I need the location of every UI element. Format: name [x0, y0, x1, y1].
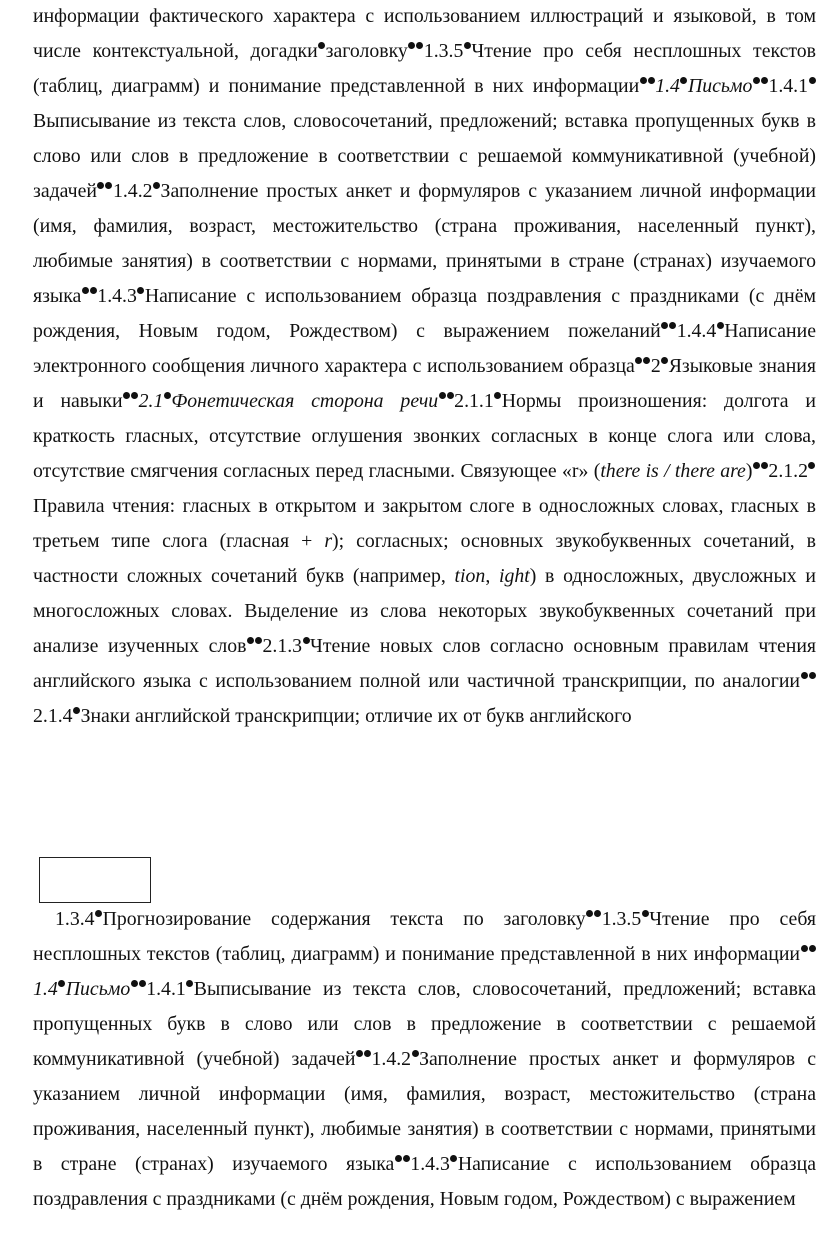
text-segment: 2.1.3 [262, 635, 303, 657]
text-segment: Прогнозирование содержания текста по заголовку [102, 908, 586, 930]
italic-text-segment: Фонетическая сторона речи [171, 390, 439, 412]
bullet-dot-icon [801, 672, 808, 679]
text-segment: , [485, 565, 499, 587]
text-segment: 1.4.2 [112, 180, 153, 202]
bullet-dot-icon [97, 182, 104, 189]
italic-text-segment: tion [454, 565, 486, 587]
text-segment: Чтение про себя несплошных текстов (таблиц, диаграмм) и понимание представленной в них информации [33, 40, 816, 97]
bullet-dot-icon [137, 287, 144, 294]
text-segment: Знаки английской транскрипции; отличие их от букв английского [80, 705, 632, 727]
bullet-dot-icon [403, 1155, 410, 1162]
bullet-dot-icon [447, 392, 454, 399]
bullet-dot-icon [131, 392, 138, 399]
text-segment: 2 [650, 355, 661, 377]
text-segment: 1.4.1 [146, 978, 186, 1000]
empty-frame-box [39, 857, 151, 903]
text-segment: 2.1.1 [454, 390, 494, 412]
italic-text-segment: 2.1 [138, 390, 164, 412]
text-segment: Нормы произношения: долгота и краткость гласных, отсутствие оглушения звонких согласных в конце слога или слова, отсутствие смягчения согласных перед гласными. Связующее «r» ( [33, 390, 816, 482]
bullet-dot-icon [356, 1050, 363, 1057]
bullet-dot-icon [73, 707, 80, 714]
bullet-dot-icon [90, 287, 97, 294]
bullet-dot-icon [247, 637, 254, 644]
paragraph-next-text [33, 908, 816, 1210]
bullet-dot-icon [318, 42, 325, 49]
bullet-dot-icon [450, 1155, 457, 1162]
paragraph-continued [33, 0, 816, 734]
bullet-dot-icon [95, 910, 102, 917]
bullet-dot-icon [395, 1155, 402, 1162]
italic-text-segment: Письмо [687, 75, 753, 97]
text-segment: Написание электронного сообщения личного характера с использованием образца [33, 320, 816, 377]
bullet-dot-icon [82, 287, 89, 294]
text-segment: 1.4.2 [371, 1048, 412, 1070]
text-segment: Чтение новых слов согласно основным правилам чтения английского языка с использованием полной или частичной транскрипции, по аналогии [33, 635, 816, 692]
text-segment: 1.4.3 [410, 1153, 450, 1175]
text-segment: 2.1.2 [768, 460, 808, 482]
bullet-dot-icon [412, 1050, 419, 1057]
text-segment: 1.4.1 [768, 75, 808, 97]
paragraph-next [33, 902, 816, 1217]
bullet-dot-icon [809, 672, 816, 679]
bullet-dot-icon [753, 77, 760, 84]
bullet-dot-icon [809, 77, 816, 84]
bullet-dot-icon [303, 637, 310, 644]
bullet-dot-icon [808, 462, 815, 469]
italic-text-segment: ight [498, 565, 530, 587]
bullet-dot-icon [642, 910, 649, 917]
bullet-dot-icon [439, 392, 446, 399]
bullet-dot-icon [186, 980, 193, 987]
bullet-dot-icon [661, 322, 668, 329]
text-segment: 1.4.3 [97, 285, 137, 307]
italic-text-segment: Письмо [65, 978, 131, 1000]
italic-text-segment: r [324, 530, 333, 552]
text-segment: Языковые знания и навыки [33, 355, 816, 412]
text-segment: 1.3.4 [55, 908, 95, 930]
bullet-dot-icon [648, 77, 655, 84]
bullet-dot-icon [809, 945, 816, 952]
text-segment: 2.1.4 [33, 705, 73, 727]
bullet-dot-icon [761, 462, 768, 469]
bullet-dot-icon [416, 42, 423, 49]
text-segment: информации фактического характера с использованием иллюстраций и языковой, в том числе контекстуальной, догадки [33, 5, 816, 62]
text-segment: Заполнение простых анкет и формуляров с указанием личной информации (имя, фамилия, возраст, местожительство (страна проживания, населенный пункт), любимые занятия) в соответствии с нормами, принятыми в стране (странах) изучаемого языка [33, 1048, 816, 1175]
bullet-dot-icon [255, 637, 262, 644]
bullet-dot-icon [131, 980, 138, 987]
text-segment: Написание с использованием образца поздравления с праздниками (с днём рождения, Новым годом, Рождеством) с выражением пожеланий [33, 285, 816, 342]
bullet-dot-icon [586, 910, 593, 917]
text-segment: 1.3.5 [423, 40, 464, 62]
bullet-dot-icon [635, 357, 642, 364]
bullet-dot-icon [669, 322, 676, 329]
bullet-dot-icon [680, 77, 687, 84]
text-segment: Выписывание из текста слов, словосочетаний, предложений; вставка пропущенных букв в слово или слов в предложение в соответствии с решаемой коммуникативной (учебной) задачей [33, 110, 816, 202]
text-segment: ); согласных; основных звукобуквенных сочетаний, в частности сложных сочетаний букв (например, [33, 530, 816, 587]
italic-text-segment: 1.4 [655, 75, 680, 97]
text-segment: ) [745, 460, 753, 482]
bullet-dot-icon [640, 77, 647, 84]
bullet-dot-icon [164, 392, 171, 399]
text-segment: заголовку [325, 40, 408, 62]
text-segment: Чтение про себя несплошных текстов (таблиц, диаграмм) и понимание представленной в них информации [33, 908, 816, 965]
bullet-dot-icon [761, 77, 768, 84]
text-segment: Выписывание из текста слов, словосочетаний, предложений; вставка пропущенных букв в слово или слов в предложение в соответствии с решаемой коммуникативной (учебной) задачей [33, 978, 816, 1070]
text-segment: ) в односложных, двусложных и многосложных словах. Выделение из слова некоторых звукобуквенных сочетаний при анализе изученных слов [33, 565, 816, 657]
text-segment: Заполнение простых анкет и формуляров с указанием личной информации (имя, фамилия, возраст, местожительство (страна проживания, населенный пункт), любимые занятия) в соответствии с нормами, принятыми в стране (странах) изучаемого языка [33, 180, 816, 307]
italic-text-segment: 1.4 [33, 978, 58, 1000]
bullet-dot-icon [717, 322, 724, 329]
bullet-dot-icon [594, 910, 601, 917]
bullet-dot-icon [643, 357, 650, 364]
text-segment: 1.3.5 [601, 908, 642, 930]
bullet-dot-icon [139, 980, 146, 987]
document-page [33, 0, 816, 1210]
paragraph-block-two [33, 902, 816, 1217]
bullet-dot-icon [58, 980, 65, 987]
text-segment: Правила чтения: гласных в открытом и закрытом слоге в односложных словах, гласных в третьем типе слога (гласная + [33, 495, 816, 552]
bullet-dot-icon [464, 42, 471, 49]
bullet-dot-icon [753, 462, 760, 469]
bullet-dot-icon [364, 1050, 371, 1057]
text-segment: 1.4.4 [676, 320, 717, 342]
bullet-dot-icon [661, 357, 668, 364]
bullet-dot-icon [123, 392, 130, 399]
bullet-dot-icon [408, 42, 415, 49]
bullet-dot-icon [801, 945, 808, 952]
bullet-dot-icon [105, 182, 112, 189]
bullet-dot-icon [153, 182, 160, 189]
italic-text-segment: there is / there are [600, 460, 746, 482]
bullet-dot-icon [494, 392, 501, 399]
text-segment: Написание с использованием образца поздравления с праздниками (с днём рождения, Новым годом, Рождеством) с выражением [33, 1153, 816, 1210]
